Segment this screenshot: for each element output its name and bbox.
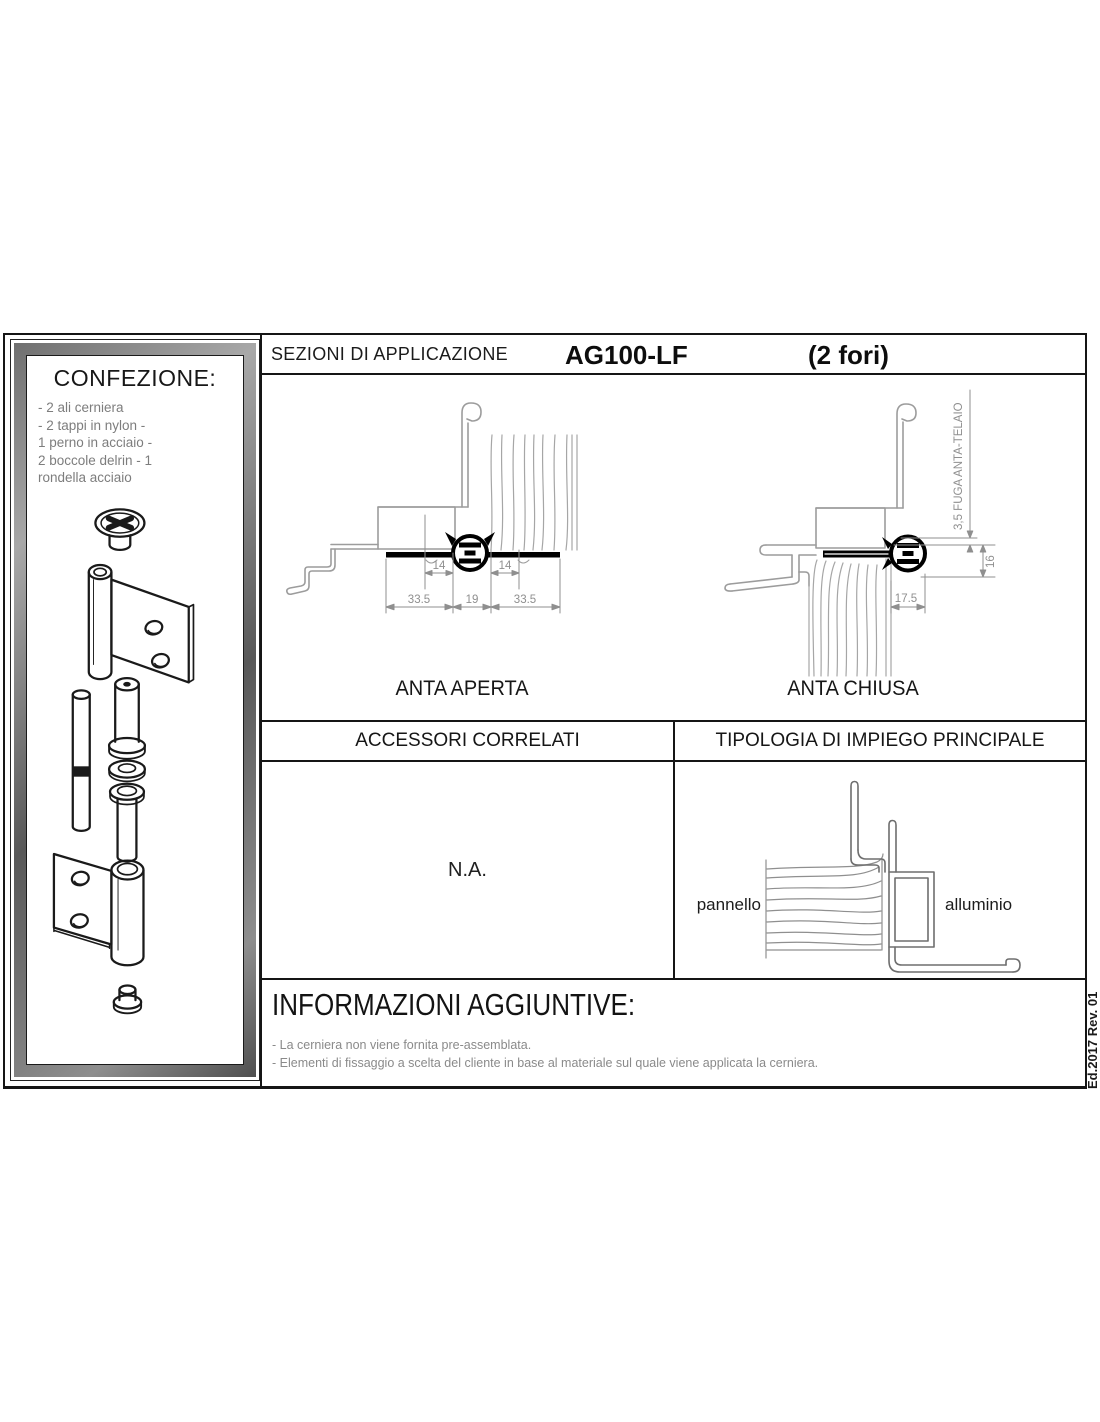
anta-aperta-label: ANTA APERTA xyxy=(395,677,529,700)
tipologia-drawing xyxy=(675,762,1080,978)
dim-label: 16 xyxy=(985,555,997,568)
header-row xyxy=(262,335,1085,375)
anta-chiusa-label: ANTA CHIUSA xyxy=(787,677,919,700)
confezione-line: 1 perno in acciaio - xyxy=(38,435,153,451)
dim-label: 33.5 xyxy=(407,594,431,606)
dimension-lines xyxy=(891,390,995,613)
info-title: INFORMAZIONI AGGIUNTIVE: xyxy=(272,987,636,1022)
revision-text: Ed.2017 Rev. 01 xyxy=(1085,991,1100,1089)
product-code: AG100-LF xyxy=(565,340,688,370)
section-title: SEZIONI DI APPLICAZIONE xyxy=(271,344,508,364)
pannello-label: pannello xyxy=(696,895,761,914)
wood-panel-grain xyxy=(491,435,577,550)
confezione-frame xyxy=(14,343,256,1077)
dim-label: 14 xyxy=(432,560,446,572)
nylon-cap-top-drawing xyxy=(95,509,144,550)
wood-panel-grain xyxy=(766,854,883,958)
application-sections-row xyxy=(262,375,1085,720)
nylon-cap-bottom-drawing xyxy=(114,985,141,1013)
confezione-line: 2 boccole delrin - 1 xyxy=(38,452,153,468)
exploded-hinge-drawing xyxy=(27,491,243,1064)
subheader-row xyxy=(262,720,1085,762)
confezione-line: - 2 ali cerniera xyxy=(38,400,124,415)
hinge-wing-upper-drawing xyxy=(89,565,194,682)
aluminium-profile xyxy=(851,782,1020,973)
info-note: - La cerniera non viene fornita pre-assemblata. xyxy=(272,1038,532,1052)
aluminium-profile xyxy=(287,403,481,594)
confezione-inner xyxy=(26,355,244,1065)
product-holes-note: (2 fori) xyxy=(808,340,889,370)
confezione-contents xyxy=(38,399,243,487)
info-section xyxy=(262,978,1085,1086)
tipologia-header: TIPOLOGIA DI IMPIEGO PRINCIPALE xyxy=(715,730,1045,751)
anta-aperta-drawing xyxy=(280,383,670,643)
info-notes xyxy=(272,1036,1075,1072)
dim-label: 17.5 xyxy=(894,593,918,605)
confezione-title: CONFEZIONE: xyxy=(53,365,217,391)
confezione-panel xyxy=(10,339,260,1081)
dim-label-fuga: 3,5 FUGA ANTA-TELAIO xyxy=(953,402,965,530)
hinge-plate xyxy=(823,551,890,558)
alluminio-label: alluminio xyxy=(945,895,1013,914)
dim-label: 14 xyxy=(498,560,512,572)
dim-label: 33.5 xyxy=(513,594,537,606)
confezione-line: rondella acciaio xyxy=(38,470,132,486)
datasheet-page xyxy=(3,333,1087,1089)
accessori-value: N.A. xyxy=(262,762,675,978)
hinge-wing-lower-drawing xyxy=(54,854,144,965)
info-note: - Elementi di fissaggio a scelta del cliente in base al materiale sul quale viene applicata la cerniera. xyxy=(272,1056,819,1071)
anta-chiusa-drawing xyxy=(696,378,1006,683)
dim-label: 19 xyxy=(465,594,479,606)
delrin-bushing-lower-drawing xyxy=(110,783,144,861)
confezione-line: - 2 tappi in nylon - xyxy=(38,417,146,433)
tipologia-cell xyxy=(675,762,1085,978)
content-row xyxy=(262,762,1085,978)
delrin-bushing-drawing xyxy=(109,678,145,759)
main-table xyxy=(260,335,1085,1086)
accessori-header: ACCESSORI CORRELATI xyxy=(262,722,675,760)
steel-pin-drawing xyxy=(73,690,90,830)
steel-washer-drawing xyxy=(109,760,145,781)
wood-panel-grain xyxy=(809,559,891,676)
